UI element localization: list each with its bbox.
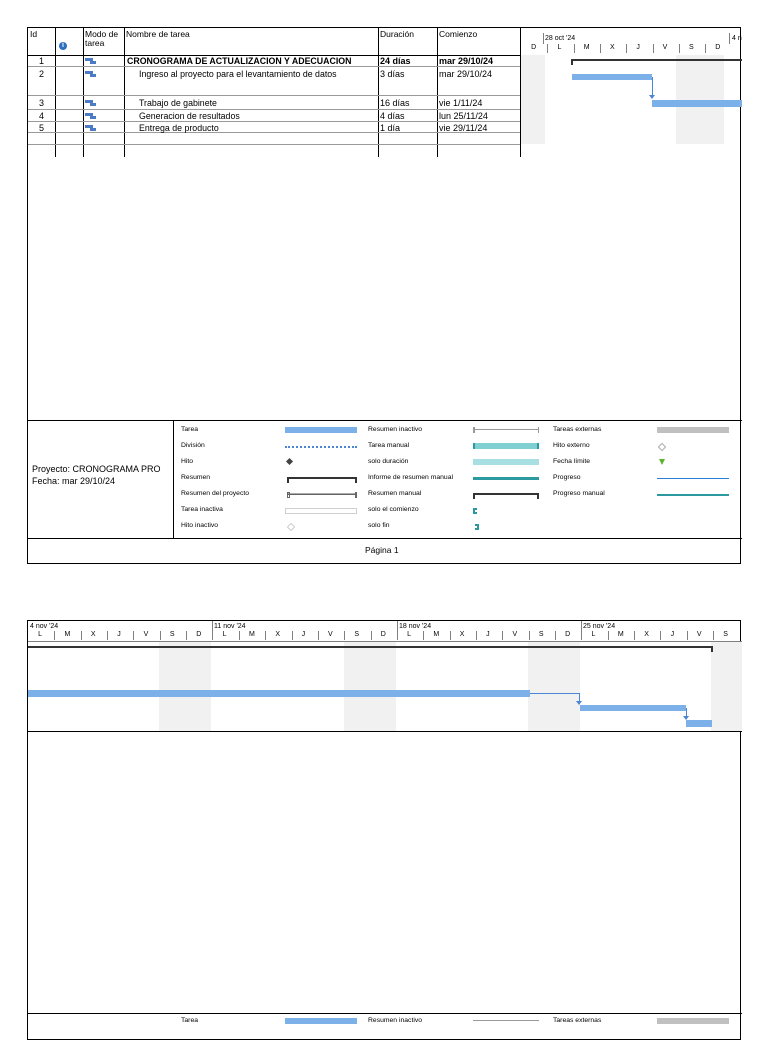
legend-project-summary-cap: [355, 492, 357, 498]
day-label: D: [565, 631, 571, 638]
legend-manual-summary-cap: [473, 493, 475, 499]
legend-manual-summary-rollup: Informe de resumen manual: [368, 474, 454, 481]
day-label: S: [354, 631, 360, 638]
day-tick: [397, 631, 398, 640]
legend-task: Tarea: [181, 426, 199, 433]
legend-task-symbol: [285, 427, 357, 433]
day-tick: [581, 631, 582, 640]
legend-milestone: Hito: [181, 458, 194, 465]
legend-milestone-icon: [286, 458, 293, 465]
auto-schedule-icon: [85, 58, 96, 64]
week-tick: [397, 621, 398, 631]
day-label: X: [610, 44, 615, 51]
day-label: J: [301, 631, 306, 638]
task-bar-3: [28, 690, 530, 697]
legend-inactive-milestone-icon: [287, 523, 295, 531]
day-tick: [292, 631, 293, 640]
day-label: S: [723, 631, 728, 638]
col-divider: [55, 28, 56, 157]
day-tick: [160, 631, 161, 640]
legend-inactive-summary: Resumen inactivo: [368, 426, 423, 433]
weekend-shade: [521, 55, 545, 144]
legend-start-only: solo el comienzo: [368, 506, 419, 513]
gantt-page-1: [27, 27, 741, 564]
legend-summary-symbol: [287, 477, 357, 479]
row-rule: [28, 66, 520, 67]
auto-schedule-icon: [85, 113, 96, 119]
day-tick: [344, 631, 345, 640]
day-tick: [133, 631, 134, 640]
legend-duration-only: solo duración: [368, 458, 409, 465]
day-tick: [687, 631, 688, 640]
row-4-id: 4: [39, 111, 45, 121]
legend-progress-symbol: [657, 478, 729, 479]
timescale-week-3: 18 nov '24: [399, 623, 432, 630]
legend-split-symbol: [285, 446, 357, 448]
day-tick: [54, 631, 55, 640]
body-rule: [28, 731, 742, 732]
row-4-duration: 4 días: [380, 111, 405, 121]
day-label: V: [512, 631, 518, 638]
legend-task-symbol: [285, 1018, 357, 1024]
day-tick: [529, 631, 530, 640]
weekend-shade: [344, 641, 396, 731]
legend-split: División: [181, 442, 205, 449]
row-3-start: vie 1/11/24: [439, 98, 483, 108]
row-rule: [28, 144, 520, 145]
legend-inactive-summary-symbol: [473, 429, 539, 430]
week-tick: [729, 33, 730, 44]
body-rule: [28, 420, 742, 421]
legend-deadline: Fecha límite: [553, 458, 591, 465]
day-label: S: [688, 44, 694, 51]
auto-schedule-icon: [85, 125, 96, 131]
day-label: M: [64, 631, 71, 638]
legend-inactive-summary: Resumen inactivo: [368, 1017, 423, 1024]
day-label: L: [591, 631, 596, 638]
footer-rule: [28, 538, 742, 539]
day-label: X: [459, 631, 465, 638]
day-tick: [107, 631, 108, 640]
day-tick: [81, 631, 82, 640]
task-bar-4: [580, 705, 686, 711]
legend-inactive-task: Tarea inactiva: [181, 506, 223, 513]
day-label: V: [143, 631, 149, 638]
legend-summary: Resumen: [181, 474, 211, 481]
day-label: V: [328, 631, 333, 638]
day-tick: [547, 44, 548, 53]
col-divider: [437, 28, 438, 157]
row-2-id: 2: [39, 69, 45, 79]
day-tick: [600, 44, 601, 53]
legend-start-only-icon: [473, 508, 477, 514]
day-label: X: [644, 631, 649, 638]
day-tick: [574, 44, 575, 53]
page-number: Página 1: [365, 545, 399, 555]
row-3-id: 3: [39, 98, 45, 108]
day-tick: [212, 631, 213, 640]
legend-external-tasks: Tareas externas: [553, 1017, 602, 1024]
legend-manual-summary: Resumen manual: [368, 490, 422, 497]
day-label: M: [433, 631, 440, 638]
summary-bar-end: [711, 646, 713, 652]
legend-progress: Progreso: [553, 474, 581, 481]
day-tick: [679, 44, 680, 53]
legend-inactive-summary-cap: [538, 427, 539, 433]
day-tick: [705, 44, 706, 53]
legend-inactive-summary-cap: [473, 427, 475, 433]
day-label: L: [38, 631, 43, 638]
day-tick: [626, 44, 627, 53]
legend-manual-progress-symbol: [657, 494, 729, 496]
day-label: X: [275, 631, 280, 638]
header-id: Id: [30, 29, 38, 39]
row-rule: [28, 109, 520, 110]
task-bar-2: [572, 74, 652, 80]
timescale-week-1: 4 nov '24: [30, 623, 59, 630]
weekend-shade: [159, 641, 211, 731]
dependency-arrow-icon: [649, 95, 655, 99]
header-mode: Modo de tarea: [85, 29, 119, 48]
day-label: S: [538, 631, 544, 638]
legend-summary-cap: [355, 477, 357, 483]
day-label: D: [380, 631, 386, 638]
timescale-week-next: 4 n: [732, 35, 742, 42]
dependency-line: [652, 77, 653, 97]
day-label: J: [117, 631, 121, 638]
timescale-week: 28 oct '24: [545, 35, 576, 42]
legend-inactive-milestone: Hito inactivo: [181, 522, 219, 529]
info-icon: i: [59, 42, 67, 50]
day-label: L: [557, 44, 562, 51]
day-tick: [239, 631, 240, 640]
day-tick: [555, 631, 556, 640]
row-3-duration: 16 días: [380, 98, 410, 108]
day-tick: [476, 631, 477, 640]
dependency-line: [530, 693, 580, 694]
legend-finish-only-icon: [475, 524, 479, 530]
legend-project-summary: Resumen del proyecto: [181, 490, 250, 497]
day-tick: [371, 631, 372, 640]
day-label: J: [486, 631, 490, 638]
deadline-arrow-icon: [659, 459, 665, 465]
legend-manual-progress: Progreso manual: [553, 490, 605, 497]
header-rule: [28, 641, 742, 642]
legend-manual-summary-cap: [537, 493, 539, 499]
legend-inactive-task-symbol: [285, 508, 357, 514]
legend-duration-only-symbol: [473, 459, 539, 465]
row-1-start: mar 29/10/24: [439, 56, 494, 66]
day-tick: [608, 631, 609, 640]
day-tick: [653, 44, 654, 53]
gantt-page-2: [27, 620, 741, 1040]
day-tick: [713, 631, 714, 640]
legend-manual-rollup-symbol: [473, 477, 539, 480]
task-bar-3: [652, 100, 742, 107]
project-name: Proyecto: CRONOGRAMA PRO: [32, 464, 161, 474]
legend-task: Tarea: [181, 1017, 199, 1024]
day-label: L: [407, 631, 411, 638]
project-date: Fecha: mar 29/10/24: [32, 476, 116, 486]
day-tick: [423, 631, 424, 640]
legend-external-symbol: [657, 1018, 729, 1024]
row-5-start: vie 29/11/24: [439, 123, 488, 133]
legend-project-summary-symbol: [287, 493, 357, 495]
day-tick: [502, 631, 503, 640]
row-2-name: Ingreso al proyecto para el levantamiento de datos: [139, 69, 337, 79]
summary-bar: [28, 646, 713, 648]
legend-manual-task: Tarea manual: [368, 442, 410, 449]
task-bar-5: [686, 720, 712, 727]
row-3-name: Trabajo de gabinete: [139, 98, 217, 108]
header-start: Comienzo: [439, 29, 478, 39]
auto-schedule-icon: [85, 100, 96, 106]
timescale-week-2: 11 nov '24: [214, 623, 246, 630]
day-tick: [450, 631, 451, 640]
day-tick: [634, 631, 635, 640]
day-label: S: [169, 631, 175, 638]
row-4-name: Generacion de resultados: [139, 111, 240, 121]
day-label: J: [636, 44, 640, 51]
legend-external-tasks: Tareas externas: [553, 426, 602, 433]
legend-inactive-summary-symbol: [473, 1020, 539, 1021]
week-tick: [212, 621, 213, 631]
day-label: V: [696, 631, 702, 638]
auto-schedule-icon: [85, 71, 96, 77]
day-label: D: [531, 44, 537, 51]
col-divider: [83, 28, 84, 157]
row-1-id: 1: [39, 56, 45, 66]
header-duration: Duración: [380, 29, 415, 39]
day-label: M: [583, 44, 590, 51]
day-label: D: [196, 631, 202, 638]
row-5-duration: 1 día: [380, 123, 401, 133]
row-2-duration: 3 días: [380, 69, 405, 79]
day-tick: [186, 631, 187, 640]
row-4-start: lun 25/11/24: [439, 111, 488, 121]
row-rule: [28, 95, 520, 96]
row-2-start: mar 29/10/24: [439, 69, 493, 79]
legend-summary-cap: [287, 477, 289, 483]
row-1-duration: 24 días: [380, 56, 411, 66]
week-tick: [543, 33, 544, 44]
day-tick: [660, 631, 661, 640]
timescale-week-4: 25 nov '24: [583, 623, 616, 630]
row-5-name: Entrega de producto: [139, 123, 219, 133]
day-label: V: [662, 44, 668, 51]
legend-rule: [28, 1013, 742, 1014]
day-tick: [265, 631, 266, 640]
legend-external-milestone-icon: [658, 443, 666, 451]
legend-project-summary-cap: [287, 492, 290, 498]
day-label: J: [670, 631, 675, 638]
day-label: D: [715, 44, 721, 51]
legend-manual-task-symbol: [473, 443, 539, 449]
week-tick: [581, 621, 582, 631]
day-label: X: [90, 631, 96, 638]
weekend-shade: [528, 641, 580, 731]
legend-manual-summary-symbol: [473, 493, 539, 495]
weekend-shade: [711, 641, 742, 731]
day-tick: [318, 631, 319, 640]
row-rule: [28, 121, 520, 122]
day-label: M: [617, 631, 624, 638]
row-5-id: 5: [39, 123, 45, 133]
day-label: M: [248, 631, 255, 638]
row-1-name: CRONOGRAMA DE ACTUALIZACION Y ADECUACION: [127, 56, 352, 66]
header-name: Nombre de tarea: [126, 29, 190, 39]
summary-bar: [571, 59, 742, 61]
legend-external-symbol: [657, 427, 729, 433]
legend-divider: [173, 420, 174, 538]
day-label: L: [222, 631, 227, 638]
summary-bar-start: [571, 59, 573, 65]
col-divider: [378, 28, 379, 157]
legend-external-milestone: Hito externo: [553, 442, 590, 449]
legend-finish-only: solo fin: [368, 522, 390, 529]
